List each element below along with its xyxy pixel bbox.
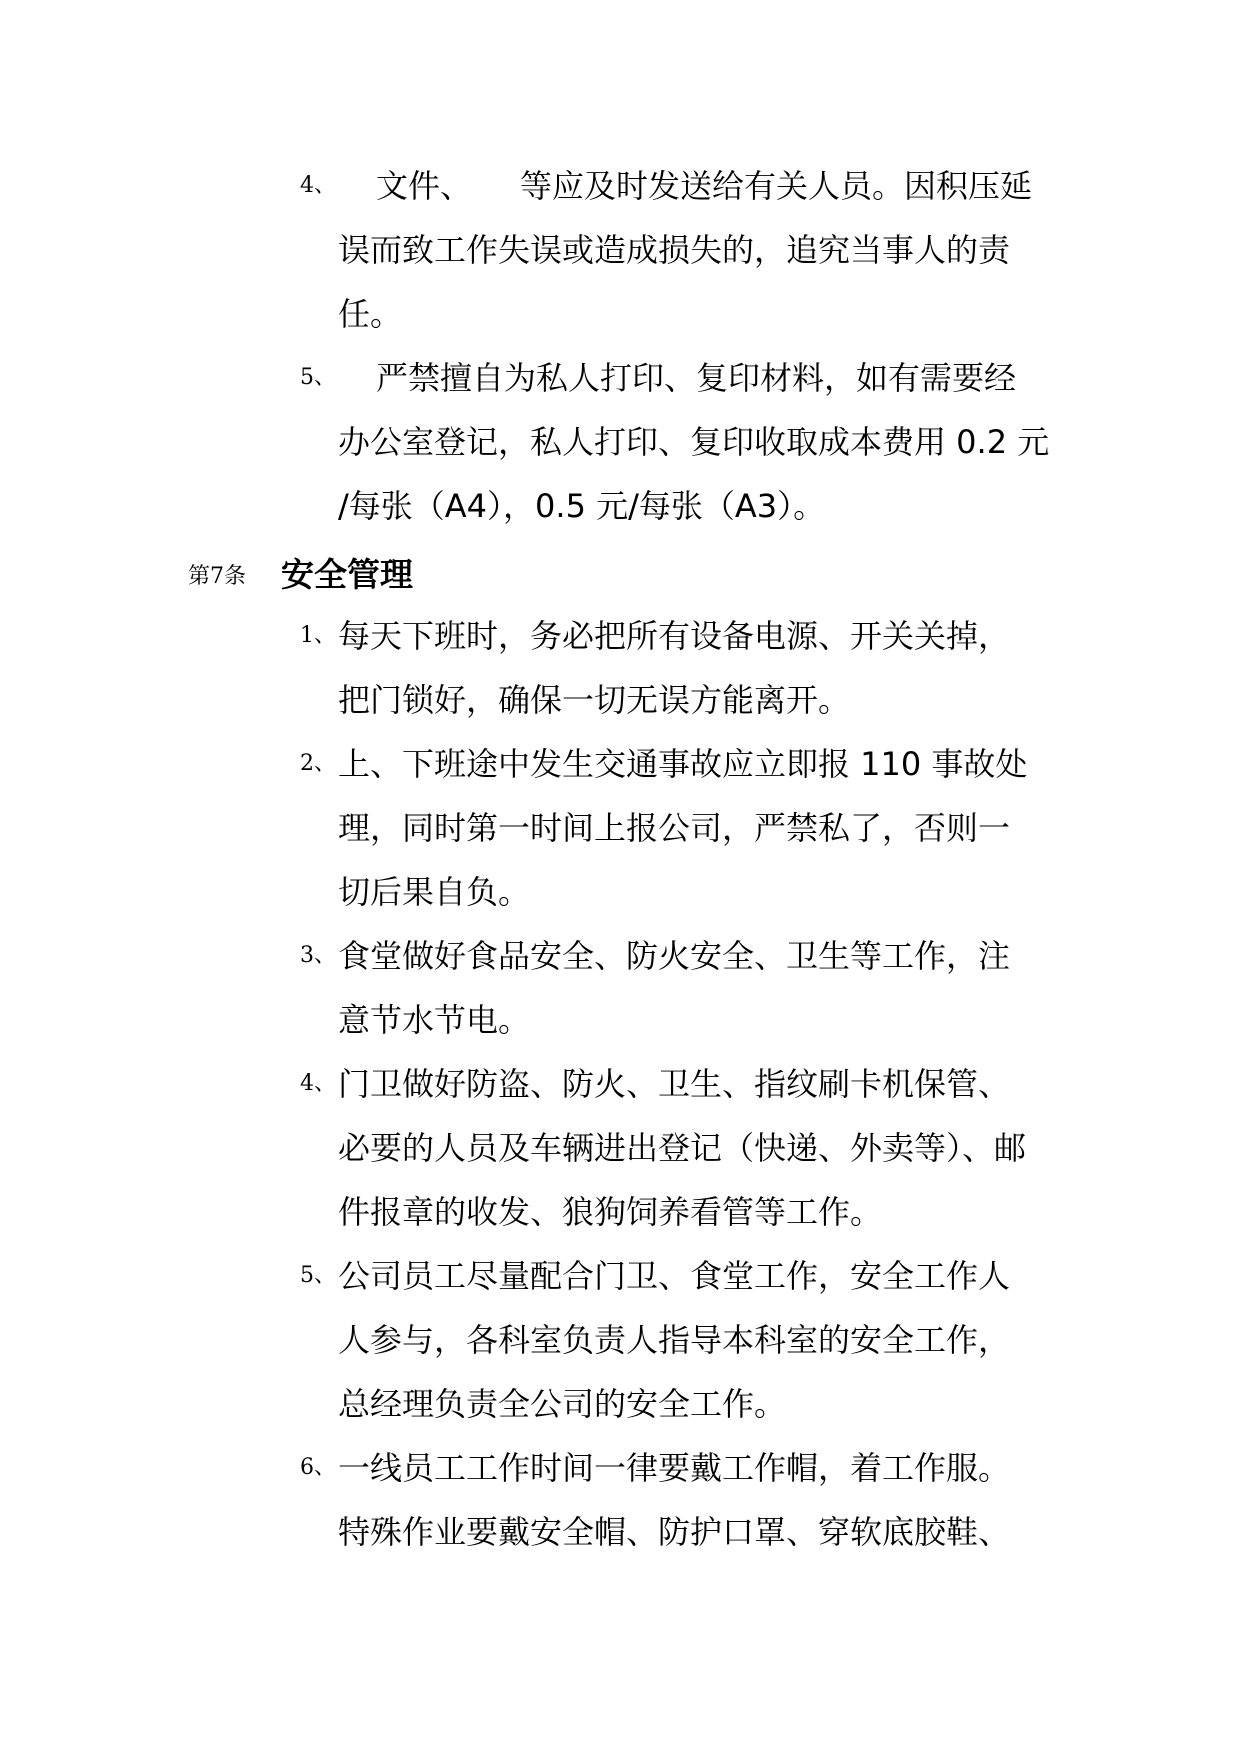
section-title: 安全管理 xyxy=(281,555,413,594)
section-label: 第7条 xyxy=(188,564,246,589)
item-text-line: 件报章的收发、狼狗饲养看管等工作。 xyxy=(338,1193,883,1231)
item-text-line: 门卫做好防盗、防火、卫生、指纹刷卡机保管、 xyxy=(338,1065,1011,1103)
item-text-line: 任。 xyxy=(338,295,403,333)
item-text-line: 上、下班途中发生交通事故应立即报 110 事故处 xyxy=(338,745,1028,783)
item-text-line: 意节水节电。 xyxy=(338,1001,531,1039)
item-text-line: 人参与，各科室负责人指导本科室的安全工作， xyxy=(338,1321,1011,1359)
item-number: 1、 xyxy=(300,623,336,648)
item-text-line: 每天下班时，务必把所有设备电源、开关关掉， xyxy=(338,617,1011,655)
item-number: 5、 xyxy=(300,1263,336,1288)
item-text-line: 误而致工作失误或造成损失的，追究当事人的责 xyxy=(338,231,1011,269)
item-text-line: 一线员工工作时间一律要戴工作帽，着工作服。 xyxy=(338,1449,1011,1487)
item-text-line: 特殊作业要戴安全帽、防护口罩、穿软底胶鞋、 xyxy=(338,1513,1011,1551)
item-text-line: 切后果自负。 xyxy=(338,873,531,911)
item-number: 4、 xyxy=(300,1071,336,1096)
item-text-line: 严禁擅自为私人打印、复印材料，如有需要经 xyxy=(376,359,1017,397)
item-text-line: 总经理负责全公司的安全工作。 xyxy=(338,1385,787,1423)
item-number: 4、 xyxy=(300,173,336,198)
item-text-line: 办公室登记，私人打印、复印收取成本费用 0.2 元 xyxy=(338,423,1050,461)
item-text-line: 文件、 等应及时发送给有关人员。因积压延 xyxy=(376,167,1033,205)
item-text-line: 食堂做好食品安全、防火安全、卫生等工作，注 xyxy=(338,937,1011,975)
item-text-line: 公司员工尽量配合门卫、食堂工作，安全工作人 xyxy=(338,1257,1011,1295)
item-number: 5、 xyxy=(300,365,336,390)
item-number: 3、 xyxy=(300,943,336,968)
item-text-line: 理，同时第一时间上报公司，严禁私了，否则一 xyxy=(338,809,1011,847)
item-number: 2、 xyxy=(300,751,336,776)
item-text-line: 必要的人员及车辆进出登记（快递、外卖等）、邮 xyxy=(338,1129,1027,1167)
item-number: 6、 xyxy=(300,1455,336,1480)
item-text-line: 把门锁好，确保一切无误方能离开。 xyxy=(338,681,851,719)
item-text-line: /每张（A4），0.5 元/每张（A3）。 xyxy=(338,487,826,525)
